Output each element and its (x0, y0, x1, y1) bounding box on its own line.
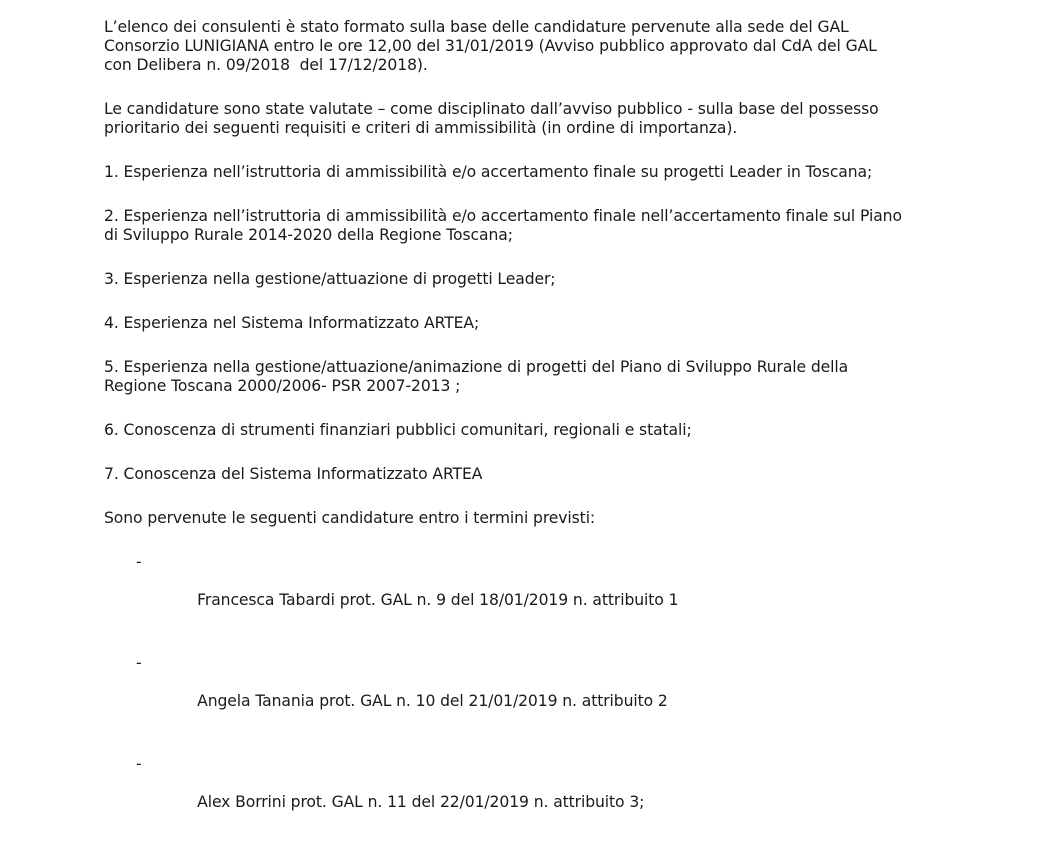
criterion-5 (104, 358, 1004, 396)
applications-list (104, 553, 1004, 831)
text-line: 2. Esperienza nell’istruttoria di ammissibilità e/o accertamento finale nell’accertamento finale sul Piano (104, 207, 902, 225)
application-text: Francesca Tabardi prot. GAL n. 9 del 18/01/2019 n. attribuito 1 (197, 591, 679, 609)
text-line: Consorzio LUNIGIANA entro le ore 12,00 del 31/01/2019 (Avviso pubblico approvato dal CdA del GAL (104, 37, 877, 55)
text-line: L’elenco dei consulenti è stato formato sulla base delle candidature pervenute alla sede del GAL (104, 18, 849, 36)
text-line: prioritario dei seguenti requisiti e criteri di ammissibilità (in ordine di importanza). (104, 119, 738, 137)
text-line: Le candidature sono state valutate – come disciplinato dall’avviso pubblico - sulla base del possesso (104, 100, 879, 118)
text-line: 7. Conoscenza del Sistema Informatizzato ARTEA (104, 465, 483, 483)
document-page (104, 18, 1004, 856)
application-text: Alex Borrini prot. GAL n. 11 del 22/01/2019 n. attribuito 3; (197, 793, 645, 811)
text-line: 6. Conoscenza di strumenti finanziari pubblici comunitari, regionali e statali; (104, 421, 692, 439)
criterion-7 (104, 465, 1004, 484)
criterion-2 (104, 207, 1004, 245)
text-line: 3. Esperienza nella gestione/attuazione di progetti Leader; (104, 270, 556, 288)
text-line: 5. Esperienza nella gestione/attuazione/animazione di progetti del Piano di Sviluppo Rurale della (104, 358, 849, 376)
bullet-dash: - (136, 654, 142, 672)
text-line: Sono pervenute le seguenti candidature entro i termini previsti: (104, 509, 596, 527)
applications-intro (104, 509, 1004, 528)
application-text: Angela Tanania prot. GAL n. 10 del 21/01/2019 n. attribuito 2 (197, 692, 668, 710)
intro-paragraph (104, 18, 1004, 75)
criterion-6 (104, 421, 1004, 440)
list-item (104, 553, 1004, 629)
text-line: con Delibera n. 09/2018 del 17/12/2018). (104, 56, 428, 74)
list-item (104, 755, 1004, 831)
bullet-dash: - (136, 553, 142, 571)
bullet-dash: - (136, 755, 142, 773)
criterion-4 (104, 314, 1004, 333)
criterion-1 (104, 163, 1004, 182)
text-line: 4. Esperienza nel Sistema Informatizzato ARTEA; (104, 314, 480, 332)
text-line: di Sviluppo Rurale 2014-2020 della Regione Toscana; (104, 226, 513, 244)
text-line: 1. Esperienza nell’istruttoria di ammissibilità e/o accertamento finale su progetti Leader in Toscana; (104, 163, 873, 181)
list-item (104, 654, 1004, 730)
text-line: Regione Toscana 2000/2006- PSR 2007-2013 ; (104, 377, 461, 395)
criterion-3 (104, 270, 1004, 289)
criteria-intro-paragraph (104, 100, 1004, 138)
